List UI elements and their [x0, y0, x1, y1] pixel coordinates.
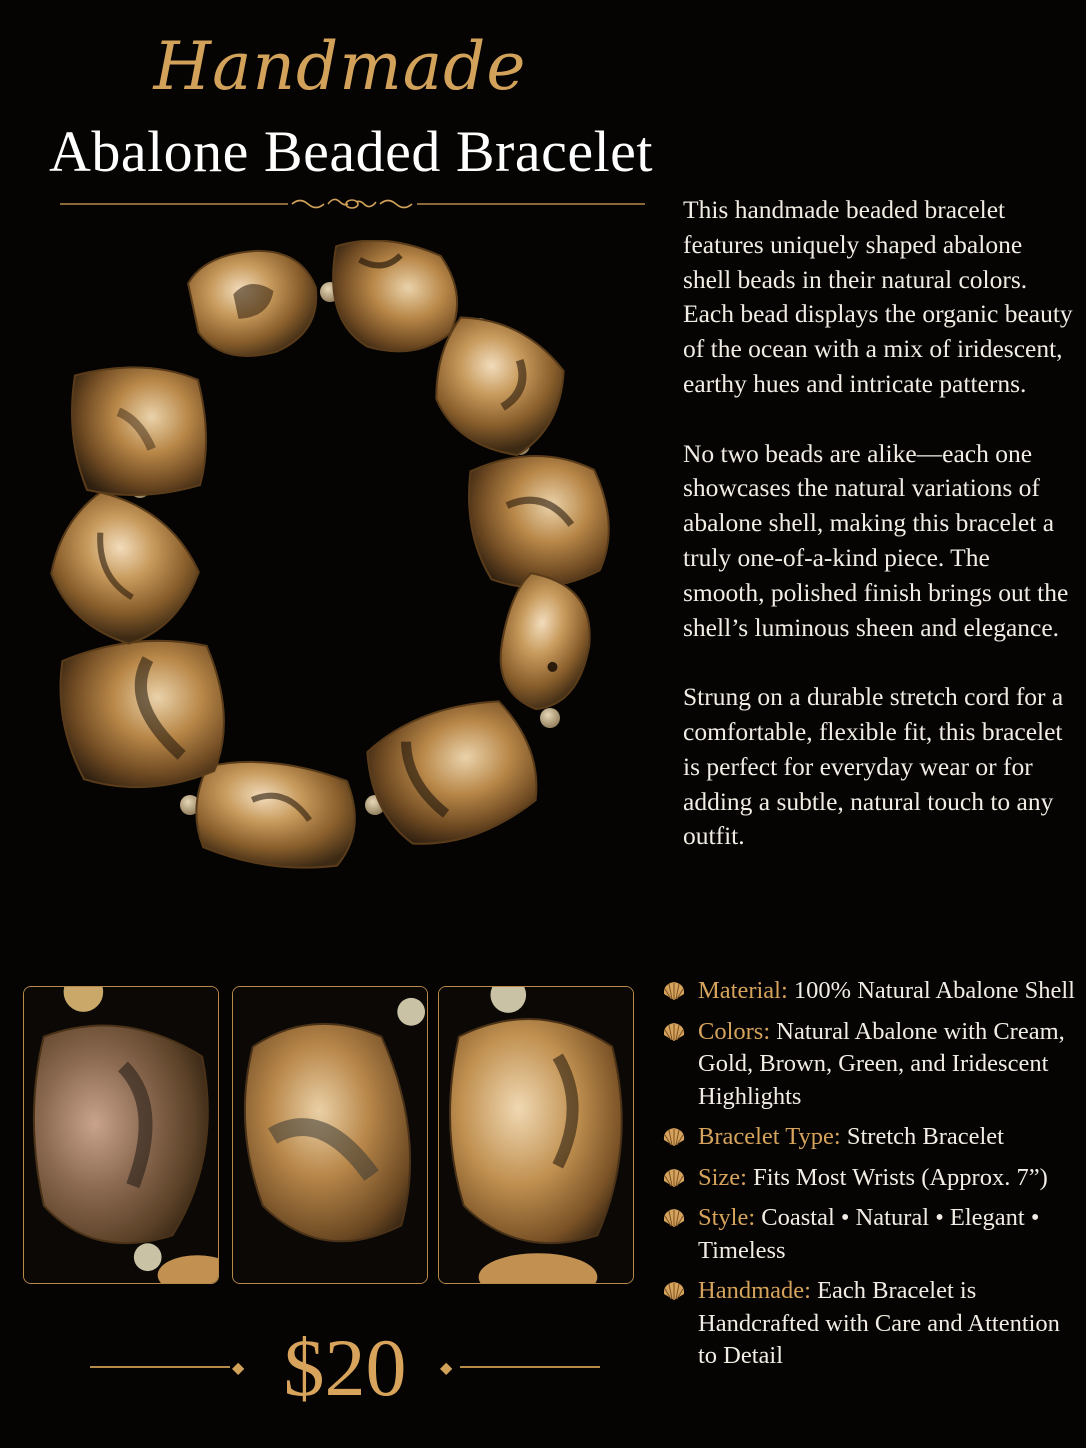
spec-label: Size:	[698, 1163, 747, 1191]
script-title: Handmade	[153, 28, 527, 105]
spec-label: Colors:	[698, 1017, 771, 1045]
spec-label: Bracelet Type:	[698, 1123, 841, 1150]
seashell-icon	[662, 1167, 686, 1189]
spec-value: Natural Abalone with Cream, Gold, Brown, Green, and Iridescent Highlights	[698, 1017, 1065, 1110]
bead-9	[31, 481, 214, 660]
bracelet-photo	[30, 240, 640, 870]
spec-value: Each Bracelet is Handcrafted with Care and Attention to Detail	[698, 1277, 1060, 1369]
price-divider-right	[460, 1366, 600, 1368]
bead-8	[54, 631, 233, 798]
description-paragraph: No two beads are alike—each one showcases the natural variations of abalone shell, making this bracelet a truly one-of-a-kind piece. The smooth, polished finish brings out the shell’s luminous sheen and elegance.	[683, 438, 1069, 642]
spec-handmade	[662, 1275, 1077, 1373]
description-paragraph: This handmade beaded bracelet features uniquely shaped abalone shell beads in their natural colors. Each bead displays the organic beauty of the ocean with a mix of iridescent, earthy hues and intricate patterns.	[683, 195, 1073, 398]
spec-label: Material:	[698, 977, 788, 1004]
spec-list	[662, 975, 1077, 1381]
bead-6	[359, 691, 548, 857]
seashell-icon	[662, 1126, 686, 1148]
spec-colors	[662, 1016, 1077, 1114]
ornament-icon	[292, 199, 412, 208]
spec-label: Handmade:	[698, 1277, 811, 1304]
seashell-icon	[662, 1280, 686, 1302]
detail-photo-2	[232, 986, 428, 1284]
seashell-icon	[662, 1207, 686, 1229]
price-section	[90, 1318, 600, 1418]
bead-2	[323, 240, 465, 360]
ornament-divider	[60, 194, 645, 214]
spec-label: Style:	[698, 1204, 756, 1231]
spec-value: Coastal • Natural • Elegant • Timeless	[698, 1204, 1040, 1264]
bead-1	[184, 240, 327, 367]
spec-value: Fits Most Wrists (Approx. 7”)	[753, 1163, 1048, 1191]
description-paragraph: Strung on a durable stretch cord for a comfortable, flexible fit, this bracelet is perfect for everyday wear or for adding a subtle, natural touch to any outfit.	[683, 682, 1064, 851]
diamond-dot-icon: ◆	[232, 1358, 245, 1377]
spec-material	[662, 975, 1077, 1008]
page-title: Abalone Beaded Bracelet	[48, 119, 654, 184]
spec-value: 100% Natural Abalone Shell	[793, 977, 1075, 1004]
price-divider-left	[90, 1366, 230, 1368]
spec-size	[662, 1162, 1077, 1195]
spec-bracelet-type	[662, 1121, 1077, 1154]
product-description	[683, 193, 1073, 889]
detail-photo-1	[23, 986, 219, 1284]
seashell-icon	[662, 980, 686, 1002]
detail-photo-3	[438, 986, 634, 1284]
bead-10	[68, 361, 211, 501]
price-value: $20	[283, 1322, 407, 1413]
diamond-dot-icon: ◆	[440, 1358, 453, 1377]
spec-style	[662, 1202, 1077, 1267]
spec-value: Stretch Bracelet	[846, 1123, 1004, 1150]
bead-5	[487, 570, 605, 718]
seashell-icon	[662, 1021, 686, 1043]
